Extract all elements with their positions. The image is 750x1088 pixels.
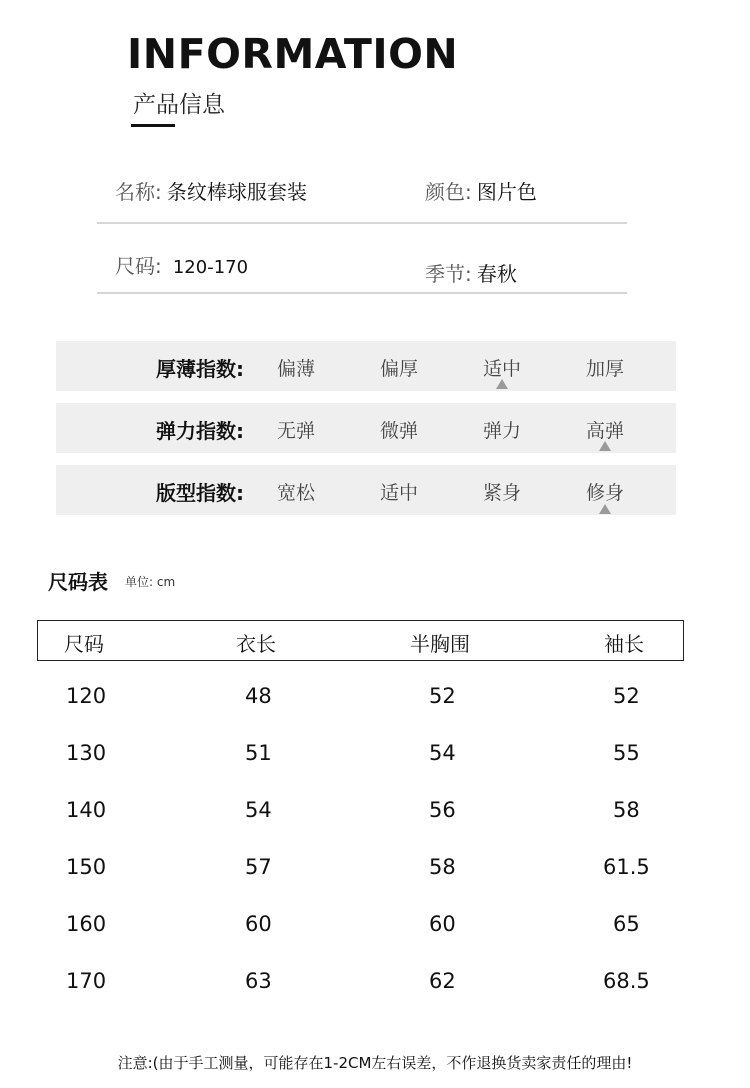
size-label: 尺码: (115, 254, 162, 278)
index-option: 弹力 (482, 420, 521, 442)
index-label: 厚薄指数: (156, 357, 244, 381)
cell-chest: 62 (429, 969, 456, 993)
cell-sleeve: 55 (613, 741, 640, 765)
cell-length: 48 (245, 684, 272, 708)
cell-size: 120 (66, 684, 107, 708)
info-size (115, 250, 248, 279)
season-value: 春秋 (476, 262, 517, 286)
index-option: 微弹 (379, 420, 418, 442)
divider-1 (97, 222, 627, 224)
index-option-selected: 修身 (585, 482, 624, 504)
divider-2 (97, 292, 627, 294)
info-name (115, 176, 307, 205)
index-option-selected: 高弹 (585, 420, 624, 442)
cell-sleeve: 68.5 (603, 969, 650, 993)
column-header-sleeve: 袖长 (604, 632, 644, 656)
title-underline (131, 124, 175, 127)
info-season (425, 258, 517, 287)
season-label: 季节: (425, 262, 472, 286)
cell-size: 140 (66, 798, 107, 822)
column-header-length: 衣长 (236, 632, 276, 656)
cell-sleeve: 61.5 (603, 855, 650, 879)
index-bar-elasticity (56, 403, 676, 453)
index-option: 宽松 (276, 482, 315, 504)
cell-length: 60 (245, 912, 272, 936)
cell-chest: 56 (429, 798, 456, 822)
name-label: 名称: (115, 180, 162, 204)
cell-sleeve: 58 (613, 798, 640, 822)
cell-chest: 54 (429, 741, 456, 765)
cell-length: 54 (245, 798, 272, 822)
selected-marker-icon (599, 504, 611, 514)
index-bar-thickness (56, 341, 676, 391)
cell-length: 51 (245, 741, 272, 765)
selected-marker-icon (599, 441, 611, 451)
cell-sleeve: 65 (613, 912, 640, 936)
cell-chest: 58 (429, 855, 456, 879)
index-bar-fit (56, 465, 676, 515)
index-option: 加厚 (585, 358, 624, 380)
size-chart-header (37, 620, 684, 661)
size-chart-title: 尺码表 (48, 570, 108, 594)
index-label: 版型指数: (156, 481, 244, 505)
column-header-chest: 半胸围 (410, 632, 470, 656)
color-label: 颜色: (425, 180, 472, 204)
title-english: INFORMATION (127, 30, 459, 78)
index-label: 弹力指数: (156, 419, 244, 443)
column-header-size: 尺码 (64, 632, 104, 656)
size-chart-unit: 单位: cm (125, 575, 176, 589)
color-value: 图片色 (476, 180, 537, 204)
cell-chest: 52 (429, 684, 456, 708)
cell-length: 63 (245, 969, 272, 993)
index-option: 适中 (379, 482, 418, 504)
size-value: 120-170 (172, 257, 249, 278)
cell-size: 170 (66, 969, 107, 993)
measurement-note: 注意:(由于手工测量，可能存在1-2CM左右误差，不作退换货卖家责任的理由! (117, 1054, 633, 1072)
index-option: 紧身 (482, 482, 521, 504)
cell-size: 160 (66, 912, 107, 936)
cell-chest: 60 (429, 912, 456, 936)
cell-length: 57 (245, 855, 272, 879)
cell-size: 150 (66, 855, 107, 879)
cell-sleeve: 52 (613, 684, 640, 708)
name-value: 条纹棒球服套装 (166, 180, 307, 204)
index-option: 偏厚 (379, 358, 418, 380)
index-option-selected: 适中 (482, 358, 521, 380)
cell-size: 130 (66, 741, 107, 765)
title-chinese: 产品信息 (133, 92, 225, 118)
index-option: 无弹 (276, 420, 315, 442)
info-color (425, 176, 537, 205)
index-option: 偏薄 (276, 358, 315, 380)
selected-marker-icon (496, 379, 508, 389)
